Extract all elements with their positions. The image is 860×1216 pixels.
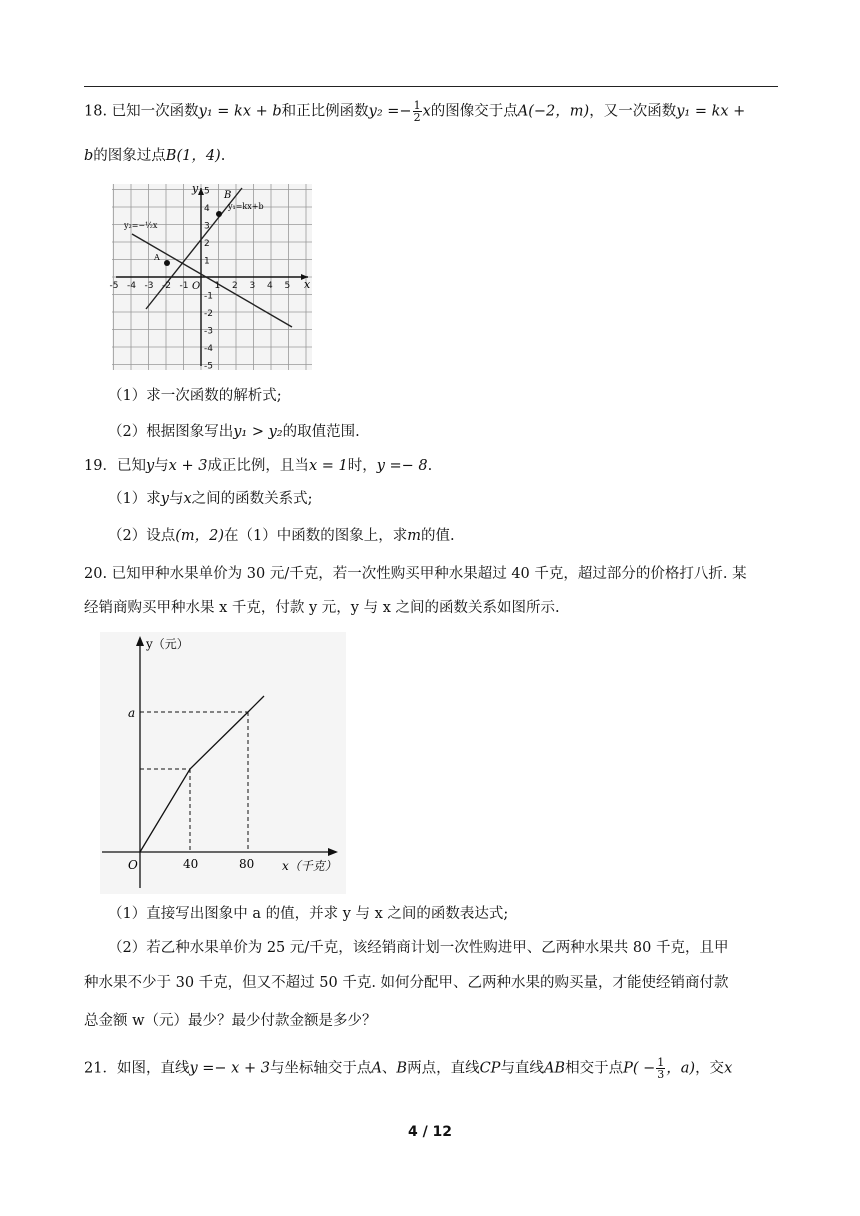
q19-sub2-text: （2）设点 xyxy=(108,528,176,544)
label-line-y2: y₂=−½x xyxy=(124,221,158,230)
q19-sub1-var: x xyxy=(183,491,192,507)
fraction-den: 2 xyxy=(413,111,421,124)
q20-sub2-l2: 种水果不少于 30 千克，但又不超过 50 千克. 如何分配甲、乙两种水果的购买量，才能使经销商付款 xyxy=(84,975,729,991)
q18-text: 的图象过点 xyxy=(93,148,166,164)
q21-var: CP xyxy=(479,1060,501,1077)
y-tick-label: -4 xyxy=(204,344,213,354)
q19-sub2-text: 在（1）中函数的图象上，求 xyxy=(224,528,408,544)
q20-line1: 20. 已知甲种水果单价为 30 元/千克，若一次性购买甲种水果超过 40 千克，超过部分的价格打八折. 某 xyxy=(84,566,747,582)
x-tick-label: 2 xyxy=(232,281,238,291)
q21-text: 相交于点 xyxy=(565,1060,624,1077)
q19-sub1-var: y xyxy=(160,491,169,507)
q19-text: 成正比例，且当 xyxy=(207,458,309,474)
q18-line2 xyxy=(84,146,225,166)
q21-var: x xyxy=(724,1060,733,1077)
q19-sub2 xyxy=(108,526,455,546)
q18-eq3: y₁ = kx + xyxy=(676,103,746,120)
y-tick-label: 5 xyxy=(204,186,210,197)
q18-point-a: A(−2，m) xyxy=(517,103,590,120)
a-label: a xyxy=(128,706,136,720)
y-tick-label: -2 xyxy=(204,309,213,319)
q21-line xyxy=(84,1057,732,1080)
q20-sub2-l3: 总金额 w（元）最少？最少付款金额是多少？ xyxy=(84,1013,377,1029)
q19-text: 19．已知 xyxy=(84,458,146,474)
x-axis-label: x（千克） xyxy=(282,859,337,873)
figure-20-graph xyxy=(100,632,346,894)
q21-text: 21．如图，直线 xyxy=(84,1060,190,1077)
q18-point-b: B(1，4) xyxy=(165,148,221,164)
point-b xyxy=(216,211,222,217)
q19-sub2-var: (m，2) xyxy=(175,528,225,544)
fraction-third xyxy=(656,1057,665,1080)
q21-text: 与直线 xyxy=(500,1060,544,1077)
q19-line xyxy=(84,456,432,476)
q18-eq1: y₁ = kx + b xyxy=(198,103,282,120)
page-number: 4 / 12 xyxy=(407,1124,453,1140)
x-tick-label: -3 xyxy=(144,281,154,291)
q21-text: ，交 xyxy=(695,1060,725,1077)
tick-40: 40 xyxy=(183,857,199,871)
q21-text: 、 xyxy=(381,1060,397,1077)
q18-text: ，又一次函数 xyxy=(589,103,677,120)
q19-sub1-text: （1）求 xyxy=(108,491,161,507)
origin-label: O xyxy=(192,281,201,292)
q20-line2: 经销商购买甲种水果 x 千克，付款 y 元，y 与 x 之间的函数关系如图所示. xyxy=(84,600,560,616)
q18-text: 和正比例函数 xyxy=(281,103,369,120)
q18-sub2-text: （2）根据图象写出 xyxy=(108,424,234,440)
q19-text: 时， xyxy=(347,458,377,474)
q18-text: 的图像交于点 xyxy=(430,103,518,120)
y-tick-label: 2 xyxy=(204,239,210,249)
x-tick-label: 4 xyxy=(267,281,273,291)
header-rule xyxy=(84,86,778,87)
fraction-num: 1 xyxy=(657,1056,665,1069)
x-tick-label: -2 xyxy=(162,281,171,291)
q19-sub1-text: 之间的函数关系式; xyxy=(191,491,313,507)
q18-eq2-x: x xyxy=(422,103,431,120)
x-tick-label: 1 xyxy=(214,281,221,291)
q19-var: y xyxy=(145,458,155,474)
x-tick-label: -1 xyxy=(179,281,189,291)
y-tick-label: -1 xyxy=(204,291,213,302)
q18-text: 18. 已知一次函数 xyxy=(84,103,199,120)
y-tick-label: -3 xyxy=(204,326,213,337)
q21-var: AB xyxy=(543,1060,566,1077)
q19-sub1-text: 与 xyxy=(168,491,184,507)
y-tick-label: -5 xyxy=(204,361,213,372)
q19-var: y =− 8 xyxy=(376,458,428,474)
label-b: B xyxy=(224,190,232,201)
y-tick-label: 3 xyxy=(204,221,210,232)
q21-text: 与坐标轴交于点 xyxy=(269,1060,372,1077)
q18-eq2: y₂ =− xyxy=(368,103,412,120)
x-tick-label: -5 xyxy=(109,281,119,291)
fraction-den: 3 xyxy=(657,1068,665,1081)
q21-text: 两点，直线 xyxy=(407,1060,480,1077)
q19-var: x + 3 xyxy=(168,458,208,474)
fraction-half xyxy=(413,100,422,123)
x-tick-label: -4 xyxy=(127,281,136,291)
axis-y-label: y xyxy=(192,182,199,195)
tick-80: 80 xyxy=(239,857,255,871)
figure-18-graph xyxy=(109,182,312,372)
x-tick-label: 3 xyxy=(249,281,256,291)
q18-sub2-eq: y₁ > y₂ xyxy=(233,424,283,440)
q19-sub1 xyxy=(108,489,313,509)
y-tick-label: 4 xyxy=(204,204,210,214)
q18-sub2-text: 的取值范围. xyxy=(282,424,360,440)
q19-sub2-var: m xyxy=(407,528,422,544)
q20-sub2-l1: （2）若乙种水果单价为 25 元/千克，该经销商计划一次性购进甲、乙两种水果共 80 千克，且甲 xyxy=(108,940,729,956)
q21-var: A xyxy=(371,1060,382,1077)
q19-text: . xyxy=(427,458,433,474)
q18-sub2 xyxy=(108,422,360,442)
label-line-y1: y₁=kx+b xyxy=(228,202,264,211)
y-axis-label: y（元） xyxy=(146,637,189,651)
q18-text: . xyxy=(220,148,226,164)
point-a xyxy=(164,260,170,266)
q18-b: b xyxy=(84,148,94,164)
q19-var: x = 1 xyxy=(308,458,348,474)
origin-label: O xyxy=(128,858,138,872)
q21-eq: y =− x + 3 xyxy=(189,1060,270,1077)
axis-x-label: x xyxy=(304,278,311,291)
q19-text: 与 xyxy=(154,458,169,474)
q19-sub2-text: 的值. xyxy=(421,528,455,544)
x-tick-label: 5 xyxy=(284,281,291,291)
q18-sub1: （1）求一次函数的解析式; xyxy=(108,388,282,404)
q21-point: ，a) xyxy=(666,1060,696,1077)
q20-sub1: （1）直接写出图象中 a 的值，并求 y 与 x 之间的函数表达式; xyxy=(108,906,509,922)
fraction-num: 1 xyxy=(413,99,421,112)
y-tick-label: 1 xyxy=(204,256,210,267)
q21-point: P( − xyxy=(623,1060,656,1077)
label-a: A xyxy=(154,253,160,262)
q21-var: B xyxy=(396,1060,408,1077)
q18-line1 xyxy=(84,100,745,123)
